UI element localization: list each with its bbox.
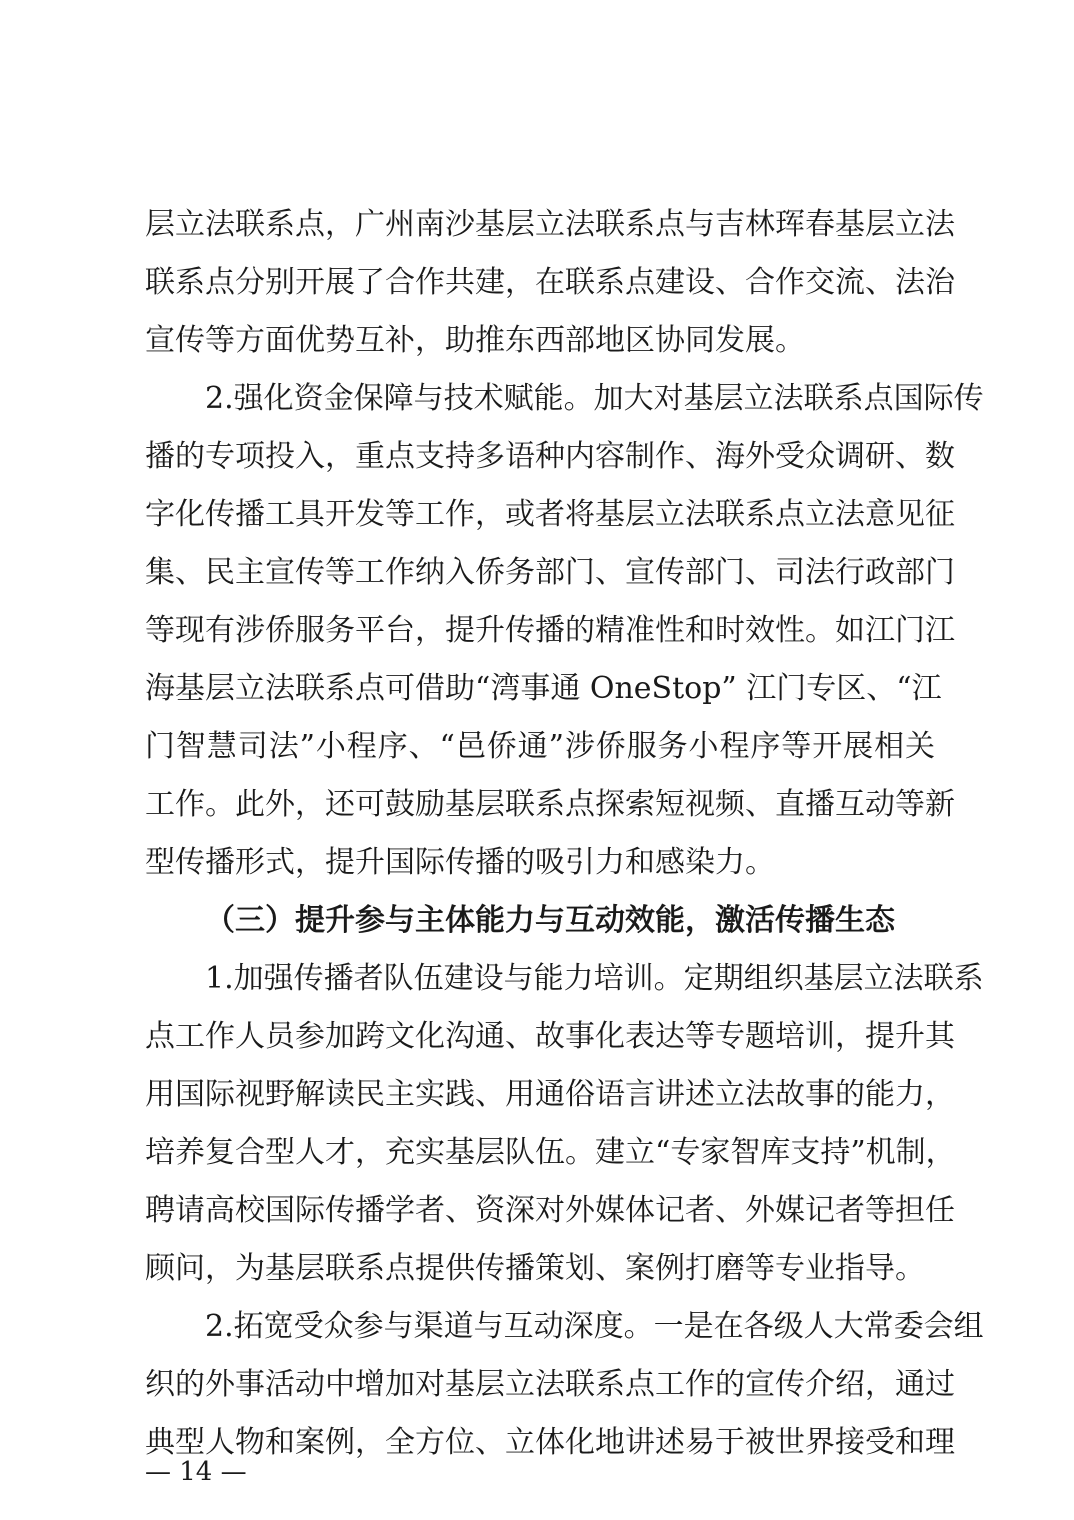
body-line: 集、民主宣传等工作纳入侨务部门、宣传部门、司法行政部门 <box>145 555 955 590</box>
body-line: 织的外事活动中增加对基层立法联系点工作的宣传介绍，通过 <box>145 1367 955 1402</box>
paragraph-start-line: 2.拓宽受众参与渠道与互动深度。一是在各级人大常委会组 <box>205 1309 984 1344</box>
body-line: 海基层立法联系点可借助“湾事通 OneStop” 江门专区、“江 <box>145 671 942 706</box>
paragraph-start-line: 1.加强传播者队伍建设与能力培训。定期组织基层立法联系 <box>205 961 984 996</box>
body-line: 等现有涉侨服务平台，提升传播的精准性和时效性。如江门江 <box>145 613 955 648</box>
body-line: 播的专项投入，重点支持多语种内容制作、海外受众调研、数 <box>145 439 955 474</box>
body-line: 工作。此外，还可鼓励基层联系点探索短视频、直播互动等新 <box>145 787 955 822</box>
page-number: — 14 — <box>145 1457 247 1487</box>
body-line: 点工作人员参加跨文化沟通、故事化表达等专题培训，提升其 <box>145 1019 955 1054</box>
body-line: 用国际视野解读民主实践、用通俗语言讲述立法故事的能力， <box>145 1077 955 1112</box>
body-line: 联系点分别开展了合作共建，在联系点建设、合作交流、法治 <box>145 265 955 300</box>
section-heading: （三）提升参与主体能力与互动效能，激活传播生态 <box>205 903 895 938</box>
body-line: 型传播形式，提升国际传播的吸引力和感染力。 <box>145 845 775 880</box>
body-line: 聘请高校国际传播学者、资深对外媒体记者、外媒记者等担任 <box>145 1193 955 1228</box>
body-line: 层立法联系点，广州南沙基层立法联系点与吉林珲春基层立法 <box>145 207 955 242</box>
body-line: 门智慧司法”小程序、“邑侨通”涉侨服务小程序等开展相关 <box>145 729 935 764</box>
body-line: 培养复合型人才，充实基层队伍。建立“专家智库支持”机制， <box>145 1135 956 1170</box>
body-line: 字化传播工具开发等工作，或者将基层立法联系点立法意见征 <box>145 497 955 532</box>
body-line: 宣传等方面优势互补，助推东西部地区协同发展。 <box>145 323 805 358</box>
body-line: 典型人物和案例，全方位、立体化地讲述易于被世界接受和理 <box>145 1425 955 1460</box>
body-line: 顾问，为基层联系点提供传播策划、案例打磨等专业指导。 <box>145 1251 925 1286</box>
paragraph-start-line: 2.强化资金保障与技术赋能。加大对基层立法联系点国际传 <box>205 381 984 416</box>
